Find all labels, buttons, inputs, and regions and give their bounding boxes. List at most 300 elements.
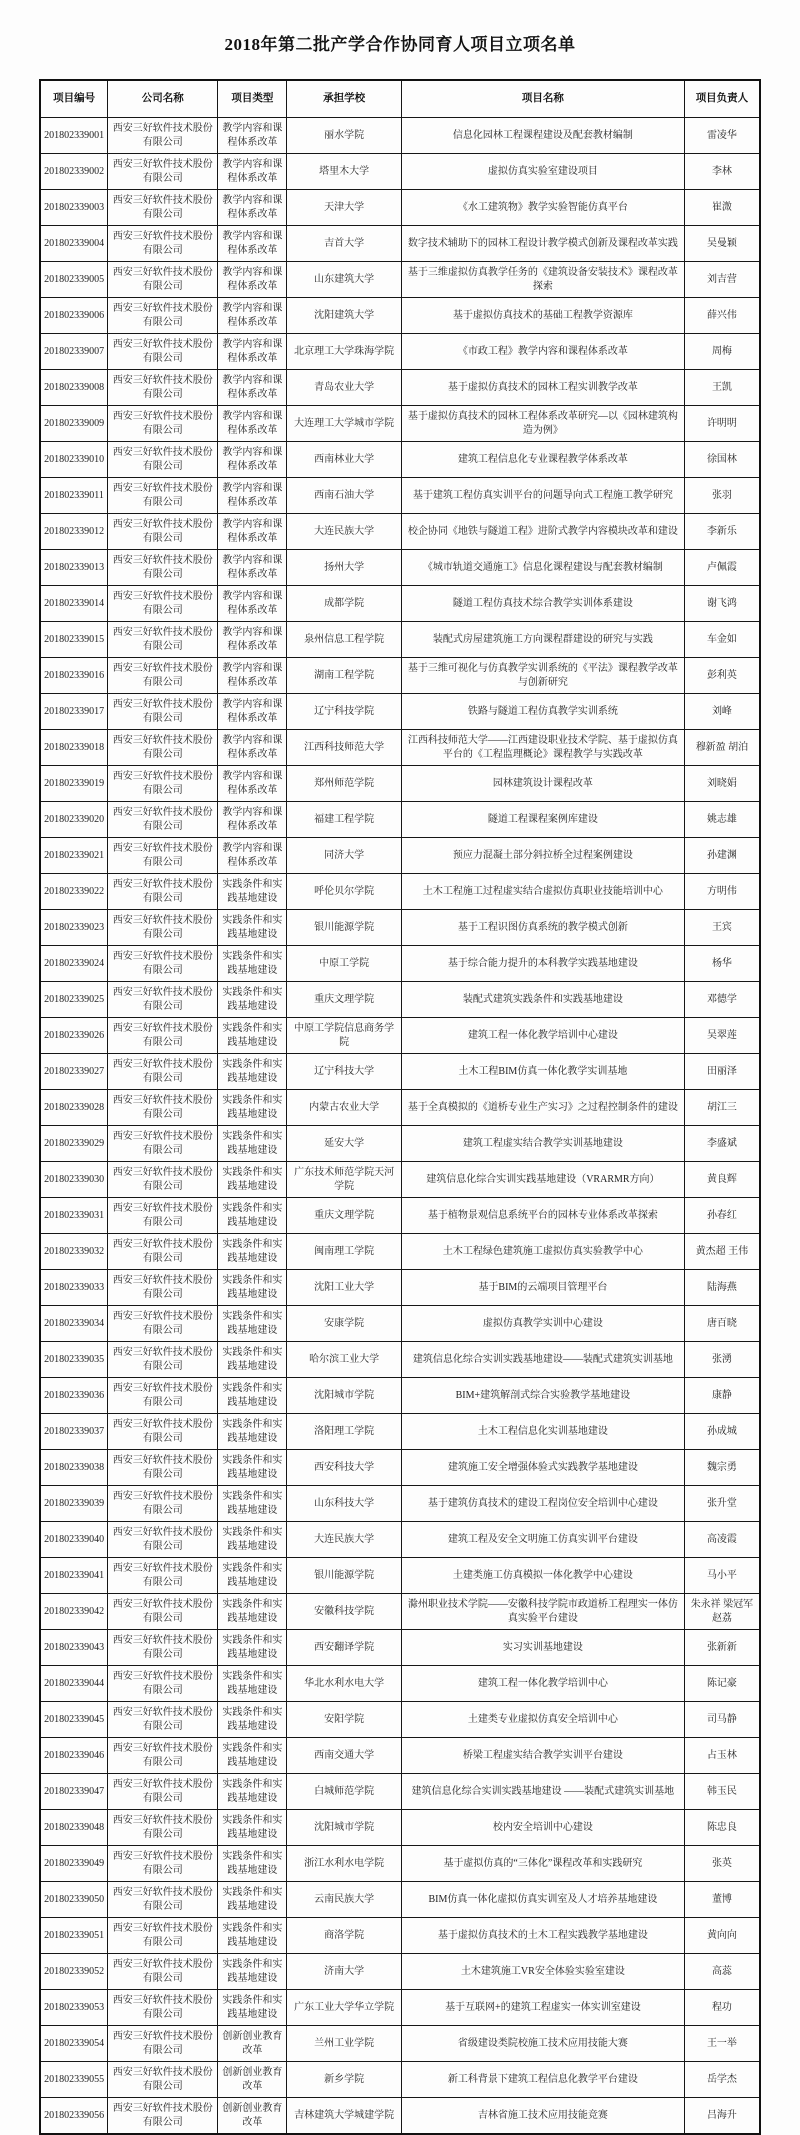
cell-school: 安徽科技学院	[287, 1594, 401, 1630]
cell-project-name: 基于三维可视化与仿真教学实训系统的《平法》课程教学改革与创新研究	[401, 658, 684, 694]
table-row	[40, 1486, 760, 1522]
cell-project-id: 201802339007	[40, 334, 108, 370]
cell-project-name: 新工科背景下建筑工程信息化教学平台建设	[401, 2062, 684, 2098]
cell-school: 西安翻译学院	[287, 1630, 401, 1666]
table-row	[40, 622, 760, 658]
header-school: 承担学校	[287, 80, 401, 118]
cell-project-type: 实践条件和实践基地建设	[218, 1810, 287, 1846]
cell-project-type: 实践条件和实践基地建设	[218, 1522, 287, 1558]
cell-company-name: 西安三好软件技术股份有限公司	[108, 622, 218, 658]
cell-company-name: 西安三好软件技术股份有限公司	[108, 1774, 218, 1810]
cell-company-name: 西安三好软件技术股份有限公司	[108, 298, 218, 334]
cell-project-id: 201802339040	[40, 1522, 108, 1558]
table-row	[40, 2062, 760, 2098]
cell-project-type: 实践条件和实践基地建设	[218, 1666, 287, 1702]
cell-project-id: 201802339002	[40, 154, 108, 190]
cell-project-id: 201802339056	[40, 2098, 108, 2135]
cell-project-leader: 李盛斌	[684, 1126, 760, 1162]
cell-company-name: 西安三好软件技术股份有限公司	[108, 1630, 218, 1666]
cell-project-name: 虚拟仿真实验室建设项目	[401, 154, 684, 190]
table-row	[40, 838, 760, 874]
cell-company-name: 西安三好软件技术股份有限公司	[108, 442, 218, 478]
cell-project-name: 省级建设类院校施工技术应用技能大赛	[401, 2026, 684, 2062]
cell-project-name: 基于互联网+的建筑工程虚实一体实训室建设	[401, 1990, 684, 2026]
table-row	[40, 910, 760, 946]
cell-project-leader: 吴翠莲	[684, 1018, 760, 1054]
cell-project-name: 土建类专业虚拟仿真安全培训中心	[401, 1702, 684, 1738]
cell-school: 福建工程学院	[287, 802, 401, 838]
cell-project-type: 教学内容和课程体系改革	[218, 190, 287, 226]
cell-school: 安阳学院	[287, 1702, 401, 1738]
cell-company-name: 西安三好软件技术股份有限公司	[108, 514, 218, 550]
cell-project-id: 201802339039	[40, 1486, 108, 1522]
cell-project-name: 土木工程绿色建筑施工虚拟仿真实验教学中心	[401, 1234, 684, 1270]
cell-school: 沈阳工业大学	[287, 1270, 401, 1306]
cell-project-id: 201802339033	[40, 1270, 108, 1306]
cell-project-leader: 邓德学	[684, 982, 760, 1018]
cell-project-leader: 朱永祥 梁冠军 赵荔	[684, 1594, 760, 1630]
table-row	[40, 2098, 760, 2135]
cell-project-type: 实践条件和实践基地建设	[218, 1054, 287, 1090]
table-row	[40, 1414, 760, 1450]
cell-school: 新乡学院	[287, 2062, 401, 2098]
cell-project-leader: 占玉林	[684, 1738, 760, 1774]
cell-school: 吉首大学	[287, 226, 401, 262]
cell-project-id: 201802339005	[40, 262, 108, 298]
table-row	[40, 442, 760, 478]
cell-company-name: 西安三好软件技术股份有限公司	[108, 2062, 218, 2098]
cell-project-type: 实践条件和实践基地建设	[218, 1738, 287, 1774]
cell-school: 泉州信息工程学院	[287, 622, 401, 658]
cell-project-name: 建筑工程一体化教学培训中心	[401, 1666, 684, 1702]
cell-company-name: 西安三好软件技术股份有限公司	[108, 874, 218, 910]
project-list-table	[39, 79, 761, 2135]
table-row	[40, 1666, 760, 1702]
cell-project-type: 实践条件和实践基地建设	[218, 1774, 287, 1810]
cell-project-type: 教学内容和课程体系改革	[218, 334, 287, 370]
cell-project-leader: 吴曼颖	[684, 226, 760, 262]
cell-project-name: 江西科技师范大学——江西建设职业技术学院、基于虚拟仿真平台的《工程监理概论》课程教学与实践改革	[401, 730, 684, 766]
cell-project-leader: 徐国林	[684, 442, 760, 478]
cell-project-id: 201802339011	[40, 478, 108, 514]
table-row	[40, 766, 760, 802]
table-row	[40, 1450, 760, 1486]
cell-project-type: 实践条件和实践基地建设	[218, 1090, 287, 1126]
table-row	[40, 946, 760, 982]
cell-project-id: 201802339013	[40, 550, 108, 586]
cell-project-type: 教学内容和课程体系改革	[218, 406, 287, 442]
table-body	[40, 118, 760, 2135]
cell-project-name: 基于植物景观信息系统平台的园林专业体系改革探索	[401, 1198, 684, 1234]
cell-school: 西南林业大学	[287, 442, 401, 478]
cell-school: 大连民族大学	[287, 1522, 401, 1558]
cell-project-name: 数字技术辅助下的园林工程设计教学模式创新及课程改革实践	[401, 226, 684, 262]
cell-company-name: 西安三好软件技术股份有限公司	[108, 1306, 218, 1342]
cell-project-name: 桥梁工程虚实结合教学实训平台建设	[401, 1738, 684, 1774]
cell-project-type: 创新创业教育改革	[218, 2026, 287, 2062]
cell-project-name: 隧道工程课程案例库建设	[401, 802, 684, 838]
cell-project-id: 201802339053	[40, 1990, 108, 2026]
cell-school: 中原工学院	[287, 946, 401, 982]
cell-project-leader: 谢飞鸿	[684, 586, 760, 622]
cell-company-name: 西安三好软件技术股份有限公司	[108, 370, 218, 406]
cell-project-name: 建筑工程虚实结合教学实训基地建设	[401, 1126, 684, 1162]
cell-school: 广东工业大学华立学院	[287, 1990, 401, 2026]
cell-project-type: 实践条件和实践基地建设	[218, 1558, 287, 1594]
table-row	[40, 118, 760, 154]
cell-project-name: 《市政工程》教学内容和课程体系改革	[401, 334, 684, 370]
cell-project-leader: 康静	[684, 1378, 760, 1414]
cell-project-type: 教学内容和课程体系改革	[218, 370, 287, 406]
header-project-leader: 项目负责人	[684, 80, 760, 118]
cell-school: 大连民族大学	[287, 514, 401, 550]
page-title: 2018年第二批产学合作协同育人项目立项名单	[224, 35, 576, 54]
cell-project-leader: 姚志雄	[684, 802, 760, 838]
cell-school: 山东科技大学	[287, 1486, 401, 1522]
table-row	[40, 226, 760, 262]
table-row	[40, 154, 760, 190]
cell-project-type: 教学内容和课程体系改革	[218, 730, 287, 766]
cell-school: 济南大学	[287, 1954, 401, 1990]
cell-school: 郑州师范学院	[287, 766, 401, 802]
table-row	[40, 1630, 760, 1666]
cell-project-type: 实践条件和实践基地建设	[218, 1954, 287, 1990]
cell-project-name: 《水工建筑物》教学实验智能仿真平台	[401, 190, 684, 226]
cell-company-name: 西安三好软件技术股份有限公司	[108, 262, 218, 298]
cell-project-type: 创新创业教育改革	[218, 2062, 287, 2098]
cell-school: 丽水学院	[287, 118, 401, 154]
cell-project-id: 201802339052	[40, 1954, 108, 1990]
cell-project-id: 201802339017	[40, 694, 108, 730]
cell-project-type: 创新创业教育改革	[218, 2098, 287, 2135]
cell-project-type: 实践条件和实践基地建设	[218, 1378, 287, 1414]
cell-school: 重庆文理学院	[287, 1198, 401, 1234]
cell-school: 西安科技大学	[287, 1450, 401, 1486]
cell-school: 塔里木大学	[287, 154, 401, 190]
cell-project-leader: 高蕊	[684, 1954, 760, 1990]
cell-school: 云南民族大学	[287, 1882, 401, 1918]
cell-school: 成都学院	[287, 586, 401, 622]
cell-school: 湖南工程学院	[287, 658, 401, 694]
cell-project-id: 201802339031	[40, 1198, 108, 1234]
table-row	[40, 658, 760, 694]
cell-project-type: 教学内容和课程体系改革	[218, 586, 287, 622]
cell-project-name: 虚拟仿真教学实训中心建设	[401, 1306, 684, 1342]
cell-project-name: 信息化园林工程课程建设及配套教材编制	[401, 118, 684, 154]
table-row	[40, 298, 760, 334]
cell-project-type: 教学内容和课程体系改革	[218, 154, 287, 190]
cell-project-type: 实践条件和实践基地建设	[218, 1702, 287, 1738]
cell-project-id: 201802339035	[40, 1342, 108, 1378]
header-project-type: 项目类型	[218, 80, 287, 118]
cell-company-name: 西安三好软件技术股份有限公司	[108, 1414, 218, 1450]
cell-school: 兰州工业学院	[287, 2026, 401, 2062]
cell-school: 商洛学院	[287, 1918, 401, 1954]
cell-company-name: 西安三好软件技术股份有限公司	[108, 586, 218, 622]
cell-company-name: 西安三好软件技术股份有限公司	[108, 1090, 218, 1126]
cell-school: 北京理工大学珠海学院	[287, 334, 401, 370]
table-row	[40, 1090, 760, 1126]
cell-project-type: 实践条件和实践基地建设	[218, 1630, 287, 1666]
cell-project-name: 校企协同《地铁与隧道工程》进阶式教学内容模块改革和建设	[401, 514, 684, 550]
table-row	[40, 370, 760, 406]
cell-school: 西南交通大学	[287, 1738, 401, 1774]
cell-school: 银川能源学院	[287, 910, 401, 946]
cell-project-name: 土木建筑施工VR安全体验实验室建设	[401, 1954, 684, 1990]
table-row	[40, 1234, 760, 1270]
cell-project-type: 实践条件和实践基地建设	[218, 1486, 287, 1522]
cell-project-name: 基于虚拟仿真技术的土木工程实践教学基地建设	[401, 1918, 684, 1954]
cell-project-name: 建筑信息化综合实训实践基地建设——装配式建筑实训基地	[401, 1342, 684, 1378]
cell-company-name: 西安三好软件技术股份有限公司	[108, 478, 218, 514]
cell-project-name: 基于虚拟仿真的“三体化”课程改革和实践研究	[401, 1846, 684, 1882]
cell-project-id: 201802339027	[40, 1054, 108, 1090]
cell-project-id: 201802339038	[40, 1450, 108, 1486]
cell-project-name: 土木工程BIM仿真一体化教学实训基地	[401, 1054, 684, 1090]
cell-project-type: 实践条件和实践基地建设	[218, 1918, 287, 1954]
cell-project-id: 201802339041	[40, 1558, 108, 1594]
table-row	[40, 694, 760, 730]
cell-project-type: 实践条件和实践基地建设	[218, 1162, 287, 1198]
cell-project-leader: 马小平	[684, 1558, 760, 1594]
cell-project-leader: 车金如	[684, 622, 760, 658]
cell-project-id: 201802339050	[40, 1882, 108, 1918]
cell-company-name: 西安三好软件技术股份有限公司	[108, 1162, 218, 1198]
table-row	[40, 1738, 760, 1774]
cell-project-id: 201802339049	[40, 1846, 108, 1882]
cell-project-name: 基于建筑工程仿真实训平台的问题导向式工程施工教学研究	[401, 478, 684, 514]
cell-project-type: 教学内容和课程体系改革	[218, 226, 287, 262]
cell-school: 大连理工大学城市学院	[287, 406, 401, 442]
cell-project-id: 201802339042	[40, 1594, 108, 1630]
cell-company-name: 西安三好软件技术股份有限公司	[108, 1738, 218, 1774]
cell-company-name: 西安三好软件技术股份有限公司	[108, 1666, 218, 1702]
cell-project-leader: 王凯	[684, 370, 760, 406]
cell-company-name: 西安三好软件技术股份有限公司	[108, 334, 218, 370]
table-row	[40, 1558, 760, 1594]
cell-school: 闽南理工学院	[287, 1234, 401, 1270]
cell-project-leader: 张英	[684, 1846, 760, 1882]
cell-project-id: 201802339034	[40, 1306, 108, 1342]
cell-project-leader: 黄良辉	[684, 1162, 760, 1198]
table-row	[40, 874, 760, 910]
cell-project-name: 土建类施工仿真模拟一体化教学中心建设	[401, 1558, 684, 1594]
table-row	[40, 550, 760, 586]
cell-project-leader: 司马静	[684, 1702, 760, 1738]
cell-project-type: 实践条件和实践基地建设	[218, 1270, 287, 1306]
cell-project-type: 教学内容和课程体系改革	[218, 838, 287, 874]
cell-school: 内蒙古农业大学	[287, 1090, 401, 1126]
cell-project-leader: 张升堂	[684, 1486, 760, 1522]
cell-project-id: 201802339044	[40, 1666, 108, 1702]
cell-school: 沈阳城市学院	[287, 1810, 401, 1846]
cell-company-name: 西安三好软件技术股份有限公司	[108, 1126, 218, 1162]
cell-project-leader: 雷凌华	[684, 118, 760, 154]
cell-school: 安康学院	[287, 1306, 401, 1342]
cell-project-name: 土木工程信息化实训基地建设	[401, 1414, 684, 1450]
cell-project-type: 教学内容和课程体系改革	[218, 694, 287, 730]
cell-company-name: 西安三好软件技术股份有限公司	[108, 1882, 218, 1918]
cell-project-name: 建筑信息化综合实训实践基地建设 ——装配式建筑实训基地	[401, 1774, 684, 1810]
cell-project-type: 教学内容和课程体系改革	[218, 550, 287, 586]
cell-project-name: 基于虚拟仿真技术的园林工程体系改革研究—以《园林建筑构造为例》	[401, 406, 684, 442]
table-row	[40, 514, 760, 550]
cell-school: 延安大学	[287, 1126, 401, 1162]
cell-company-name: 西安三好软件技术股份有限公司	[108, 1846, 218, 1882]
cell-company-name: 西安三好软件技术股份有限公司	[108, 1234, 218, 1270]
table-row	[40, 1702, 760, 1738]
cell-project-name: 装配式建筑实践条件和实践基地建设	[401, 982, 684, 1018]
cell-project-id: 201802339030	[40, 1162, 108, 1198]
cell-project-id: 201802339037	[40, 1414, 108, 1450]
table-row	[40, 262, 760, 298]
cell-project-leader: 彭利英	[684, 658, 760, 694]
cell-school: 银川能源学院	[287, 1558, 401, 1594]
cell-project-id: 201802339054	[40, 2026, 108, 2062]
cell-project-leader: 孙成城	[684, 1414, 760, 1450]
table-row	[40, 1990, 760, 2026]
cell-project-type: 实践条件和实践基地建设	[218, 946, 287, 982]
cell-company-name: 西安三好软件技术股份有限公司	[108, 1450, 218, 1486]
table-header-row	[40, 80, 760, 118]
cell-company-name: 西安三好软件技术股份有限公司	[108, 190, 218, 226]
cell-company-name: 西安三好软件技术股份有限公司	[108, 1342, 218, 1378]
cell-project-name: 建筑工程及安全文明施工仿真实训平台建设	[401, 1522, 684, 1558]
cell-project-id: 201802339008	[40, 370, 108, 406]
cell-project-type: 教学内容和课程体系改革	[218, 766, 287, 802]
cell-project-id: 201802339001	[40, 118, 108, 154]
cell-project-leader: 刘峰	[684, 694, 760, 730]
cell-project-leader: 杨华	[684, 946, 760, 982]
cell-project-leader: 陆海燕	[684, 1270, 760, 1306]
table-row	[40, 1198, 760, 1234]
cell-company-name: 西安三好软件技术股份有限公司	[108, 1594, 218, 1630]
header-project-id: 项目编号	[40, 80, 108, 118]
table-row	[40, 1954, 760, 1990]
cell-project-type: 实践条件和实践基地建设	[218, 1846, 287, 1882]
cell-project-leader: 崔溦	[684, 190, 760, 226]
cell-project-type: 教学内容和课程体系改革	[218, 802, 287, 838]
cell-project-type: 教学内容和课程体系改革	[218, 442, 287, 478]
cell-project-leader: 张湧	[684, 1342, 760, 1378]
cell-school: 重庆文理学院	[287, 982, 401, 1018]
cell-company-name: 西安三好软件技术股份有限公司	[108, 1702, 218, 1738]
table-row	[40, 334, 760, 370]
cell-company-name: 西安三好软件技术股份有限公司	[108, 118, 218, 154]
cell-project-name: 装配式房屋建筑施工方向课程群建设的研究与实践	[401, 622, 684, 658]
cell-project-leader: 刘吉营	[684, 262, 760, 298]
cell-project-name: 铁路与隧道工程仿真教学实训系统	[401, 694, 684, 730]
cell-school: 辽宁科技大学	[287, 1054, 401, 1090]
cell-company-name: 西安三好软件技术股份有限公司	[108, 2098, 218, 2135]
cell-project-id: 201802339012	[40, 514, 108, 550]
cell-school: 青岛农业大学	[287, 370, 401, 406]
cell-project-id: 201802339022	[40, 874, 108, 910]
cell-project-type: 实践条件和实践基地建设	[218, 910, 287, 946]
cell-project-leader: 方明伟	[684, 874, 760, 910]
cell-project-type: 实践条件和实践基地建设	[218, 1126, 287, 1162]
cell-company-name: 西安三好软件技术股份有限公司	[108, 1486, 218, 1522]
cell-project-type: 实践条件和实践基地建设	[218, 1414, 287, 1450]
cell-project-id: 201802339021	[40, 838, 108, 874]
cell-project-name: 土木工程施工过程虚实结合虚拟仿真职业技能培训中心	[401, 874, 684, 910]
cell-company-name: 西安三好软件技术股份有限公司	[108, 802, 218, 838]
cell-school: 哈尔滨工业大学	[287, 1342, 401, 1378]
table-row	[40, 1018, 760, 1054]
cell-project-leader: 黄向向	[684, 1918, 760, 1954]
cell-company-name: 西安三好软件技术股份有限公司	[108, 730, 218, 766]
cell-project-id: 201802339019	[40, 766, 108, 802]
cell-company-name: 西安三好软件技术股份有限公司	[108, 766, 218, 802]
cell-project-name: 园林建筑设计课程改革	[401, 766, 684, 802]
cell-project-type: 实践条件和实践基地建设	[218, 1450, 287, 1486]
cell-school: 天津大学	[287, 190, 401, 226]
cell-project-id: 201802339020	[40, 802, 108, 838]
cell-project-id: 201802339010	[40, 442, 108, 478]
cell-company-name: 西安三好软件技术股份有限公司	[108, 982, 218, 1018]
cell-project-name: 基于虚拟仿真技术的基础工程教学资源库	[401, 298, 684, 334]
cell-school: 洛阳理工学院	[287, 1414, 401, 1450]
cell-project-name: 建筑工程一体化教学培训中心建设	[401, 1018, 684, 1054]
cell-project-id: 201802339032	[40, 1234, 108, 1270]
cell-school: 吉林建筑大学城建学院	[287, 2098, 401, 2135]
cell-project-id: 201802339004	[40, 226, 108, 262]
cell-project-type: 教学内容和课程体系改革	[218, 658, 287, 694]
cell-company-name: 西安三好软件技术股份有限公司	[108, 658, 218, 694]
cell-project-id: 201802339029	[40, 1126, 108, 1162]
cell-project-id: 201802339043	[40, 1630, 108, 1666]
cell-project-leader: 孙建渊	[684, 838, 760, 874]
table-row	[40, 586, 760, 622]
cell-project-leader: 高凌霞	[684, 1522, 760, 1558]
cell-project-id: 201802339028	[40, 1090, 108, 1126]
cell-project-type: 实践条件和实践基地建设	[218, 1306, 287, 1342]
cell-school: 沈阳城市学院	[287, 1378, 401, 1414]
cell-project-leader: 魏宗勇	[684, 1450, 760, 1486]
cell-project-leader: 陈记豪	[684, 1666, 760, 1702]
cell-project-type: 实践条件和实践基地建设	[218, 1342, 287, 1378]
cell-company-name: 西安三好软件技术股份有限公司	[108, 1954, 218, 1990]
cell-project-id: 201802339036	[40, 1378, 108, 1414]
cell-project-leader: 李新乐	[684, 514, 760, 550]
cell-school: 中原工学院信息商务学院	[287, 1018, 401, 1054]
cell-project-id: 201802339009	[40, 406, 108, 442]
cell-company-name: 西安三好软件技术股份有限公司	[108, 1018, 218, 1054]
cell-project-id: 201802339046	[40, 1738, 108, 1774]
cell-project-id: 201802339025	[40, 982, 108, 1018]
cell-project-id: 201802339023	[40, 910, 108, 946]
cell-project-leader: 许明明	[684, 406, 760, 442]
cell-project-leader: 唐百晓	[684, 1306, 760, 1342]
cell-project-leader: 卢佩霞	[684, 550, 760, 586]
cell-project-name: 基于全真模拟的《道桥专业生产实习》之过程控制条件的建设	[401, 1090, 684, 1126]
cell-project-name: 建筑工程信息化专业课程教学体系改革	[401, 442, 684, 478]
cell-company-name: 西安三好软件技术股份有限公司	[108, 1522, 218, 1558]
cell-project-name: 预应力混凝土部分斜拉桥全过程案例建设	[401, 838, 684, 874]
cell-project-leader: 薛兴伟	[684, 298, 760, 334]
cell-project-name: 建筑施工安全增强体验式实践教学基地建设	[401, 1450, 684, 1486]
cell-school: 西南石油大学	[287, 478, 401, 514]
cell-project-leader: 孙春红	[684, 1198, 760, 1234]
header-project-name: 项目名称	[401, 80, 684, 118]
cell-project-leader: 李林	[684, 154, 760, 190]
table-row	[40, 982, 760, 1018]
table-row	[40, 1594, 760, 1630]
cell-project-id: 201802339006	[40, 298, 108, 334]
table-row	[40, 1306, 760, 1342]
cell-company-name: 西安三好软件技术股份有限公司	[108, 910, 218, 946]
cell-company-name: 西安三好软件技术股份有限公司	[108, 1378, 218, 1414]
